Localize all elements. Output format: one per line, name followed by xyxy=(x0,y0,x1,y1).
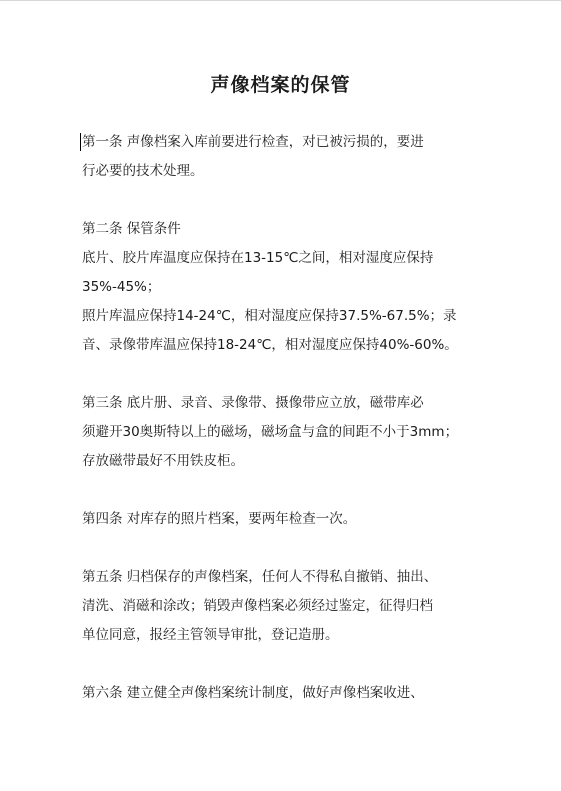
article-2 xyxy=(82,215,482,360)
text-line: 单位同意，报经主管领导审批，登记造册。 xyxy=(82,627,339,643)
text-line: 第四条 对库存的照片档案，要两年检查一次。 xyxy=(82,511,357,527)
article-4 xyxy=(82,505,482,534)
text-line: 照片库温应保持14-24℃，相对湿度应保持37.5%-67.5%；录 xyxy=(82,308,457,324)
text-line: 须避开30奥斯特以上的磁场，磁场盒与盒的间距不小于3mm； xyxy=(82,424,459,440)
text-line: 存放磁带最好不用铁皮柜。 xyxy=(82,453,244,469)
text-line: 第二条 保管条件 xyxy=(82,221,181,237)
article-3 xyxy=(82,389,482,476)
article-5 xyxy=(82,563,482,650)
text-line: 35%-45%； xyxy=(82,279,161,295)
text-line: 第五条 归档保存的声像档案，任何人不得私自撤销、抽出、 xyxy=(82,569,438,585)
article-6 xyxy=(82,679,482,708)
document-body[interactable] xyxy=(82,128,482,737)
text-line: 第三条 底片册、录音、录像带、摄像带应立放，磁带库必 xyxy=(82,395,424,411)
page-top-border xyxy=(0,0,561,1)
text-line: 音、录像带库温应保持18-24℃，相对湿度应保持40%-60%。 xyxy=(82,337,458,353)
document-title: 声像档案的保管 xyxy=(210,74,351,96)
article-1 xyxy=(82,128,482,186)
text-line: 第六条 建立健全声像档案统计制度，做好声像档案收进、 xyxy=(82,685,424,701)
text-line: 底片、胶片库温度应保持在13-15℃之间，相对湿度应保持 xyxy=(82,250,434,266)
text-cursor xyxy=(80,133,81,151)
text-line: 行必要的技术处理。 xyxy=(82,163,204,179)
text-line: 第一条 声像档案入库前要进行检查，对已被污损的，要进 xyxy=(82,134,424,150)
text-line: 清洗、消磁和涂改；销毁声像档案必须经过鉴定，征得归档 xyxy=(82,598,433,614)
